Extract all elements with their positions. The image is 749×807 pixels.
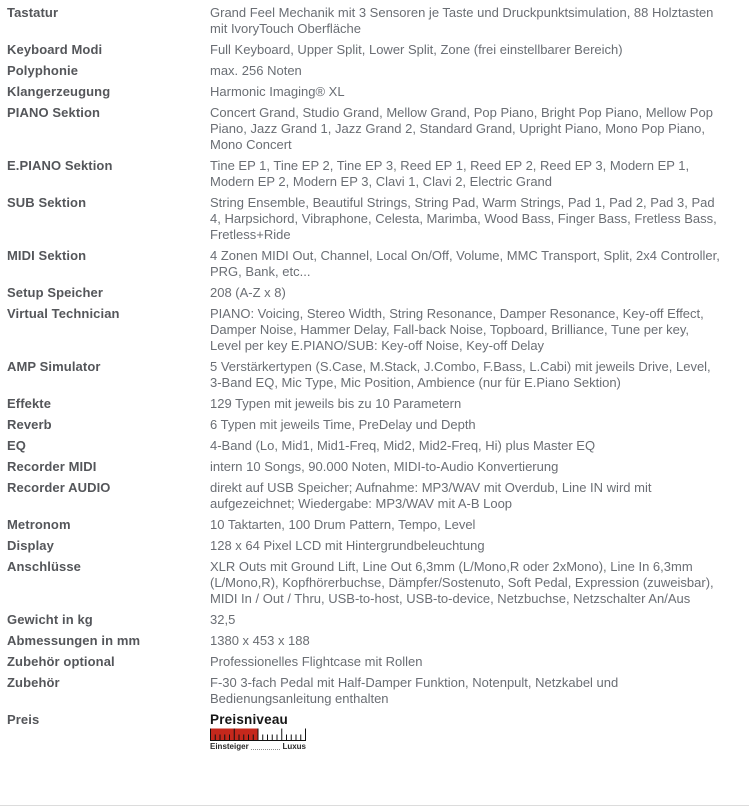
spec-value: Professionelles Flightcase mit Rollen: [210, 654, 423, 669]
spec-row: [7, 5, 740, 37]
spec-row: [7, 675, 740, 707]
price-row: [7, 712, 740, 753]
spec-value: 10 Taktarten, 100 Drum Pattern, Tempo, Level: [210, 517, 476, 532]
spec-row: [7, 633, 740, 649]
spec-value: 5 Verstärkertypen (S.Case, M.Stack, J.Combo, F.Bass, L.Cabi) mit jeweils Drive, Level, 3-Band EQ, Mic Type, Mic Position, Ambience (nur für E.Piano Sektion): [210, 359, 711, 390]
spec-row: [7, 195, 740, 243]
spec-label: Tastatur: [7, 5, 59, 20]
spec-label: Recorder AUDIO: [7, 480, 111, 495]
spec-value: intern 10 Songs, 90.000 Noten, MIDI-to-Audio Konvertierung: [210, 459, 559, 474]
spec-label: Klangerzeugung: [7, 84, 111, 99]
spec-value: Harmonic Imaging® XL: [210, 84, 345, 99]
spec-row: [7, 158, 740, 190]
spec-row: [7, 63, 740, 79]
spec-value: 129 Typen mit jeweils bis zu 10 Parametern: [210, 396, 462, 411]
spec-row: [7, 612, 740, 628]
spec-label: Gewicht in kg: [7, 612, 93, 627]
spec-label: Virtual Technician: [7, 306, 120, 321]
spec-row: [7, 105, 740, 153]
spec-value: max. 256 Noten: [210, 63, 302, 78]
spec-label: SUB Sektion: [7, 195, 87, 210]
price-scale-labels: [210, 743, 306, 751]
spec-value: 1380 x 453 x 188: [210, 633, 310, 648]
spec-label: Display: [7, 538, 54, 553]
spec-label: Abmessungen in mm: [7, 633, 141, 648]
spec-value: Full Keyboard, Upper Split, Lower Split, Zone (frei einstellbarer Bereich): [210, 42, 623, 57]
price-scale-leader: [251, 748, 281, 750]
price-scale-max-label: Luxus: [282, 742, 306, 751]
spec-value: Concert Grand, Studio Grand, Mellow Grand, Pop Piano, Bright Pop Piano, Mellow Pop Piano, Jazz Grand 1, Jazz Grand 2, Standard Grand, Upright Piano, Mono Pop Piano, Mono Concert: [210, 105, 713, 152]
spec-value: Tine EP 1, Tine EP 2, Tine EP 3, Reed EP 1, Reed EP 2, Reed EP 3, Modern EP 1, Modern EP 2, Modern EP 3, Clavi 1, Clavi 2, Electric Grand: [210, 158, 690, 189]
spec-label: Metronom: [7, 517, 71, 532]
spec-value: 32,5: [210, 612, 236, 627]
spec-value: F-30 3-fach Pedal mit Half-Damper Funktion, Notenpult, Netzkabel und Bedienungsanleitung enthalten: [210, 675, 619, 706]
price-scale-icon: [210, 728, 306, 741]
spec-row: [7, 306, 740, 354]
spec-label: Polyphonie: [7, 63, 79, 78]
spec-value: String Ensemble, Beautiful Strings, String Pad, Warm Strings, Pad 1, Pad 2, Pad 3, Pad 4, Harpsichord, Vibraphone, Celesta, Marimba, Wood Bass, Finger Bass, Fretless Bass, Fretless+Ride: [210, 195, 717, 242]
spec-label: PIANO Sektion: [7, 105, 101, 120]
spec-label: MIDI Sektion: [7, 248, 87, 263]
bottom-divider: [0, 805, 749, 806]
spec-row: [7, 248, 740, 280]
spec-row: [7, 84, 740, 100]
spec-value: 208 (A-Z x 8): [210, 285, 286, 300]
spec-row: [7, 459, 740, 475]
price-scale-min-label: Einsteiger: [210, 742, 249, 751]
spec-row: [7, 438, 740, 454]
spec-value: 4-Band (Lo, Mid1, Mid1-Freq, Mid2, Mid2-Freq, Hi) plus Master EQ: [210, 438, 596, 453]
spec-value: 4 Zonen MIDI Out, Channel, Local On/Off, Volume, MMC Transport, Split, 2x4 Controller, PRG, Bank, etc...: [210, 248, 720, 279]
spec-row: [7, 517, 740, 533]
spec-row: [7, 654, 740, 670]
spec-label: Zubehör: [7, 675, 60, 690]
price-level-title: Preisniveau: [210, 712, 288, 727]
spec-label: Recorder MIDI: [7, 459, 97, 474]
spec-value: 6 Typen mit jeweils Time, PreDelay und Depth: [210, 417, 476, 432]
price-level-graphic: [210, 712, 306, 751]
spec-value: direkt auf USB Speicher; Aufnahme: MP3/WAV mit Overdub, Line IN wird mit aufgezeichnet; Wiedergabe: MP3/WAV mit A-B Loop: [210, 480, 652, 511]
spec-label: Keyboard Modi: [7, 42, 103, 57]
spec-row: [7, 359, 740, 391]
spec-label: EQ: [7, 438, 26, 453]
spec-row: [7, 417, 740, 433]
spec-label: Reverb: [7, 417, 52, 432]
spec-row: [7, 396, 740, 412]
spec-value: XLR Outs mit Ground Lift, Line Out 6,3mm (L/Mono,R oder 2xMono), Line In 6,3mm (L/Mono,R), Kopfhörerbuchse, Dämpfer/Sostenuto, Soft Pedal, Expression (zuweisbar), MIDI In / Out / Thru, USB-to-host, USB-to-device, Netzbuchse, Netzschalter An/Aus: [210, 559, 714, 606]
spec-label: E.PIANO Sektion: [7, 158, 113, 173]
spec-label: Setup Speicher: [7, 285, 104, 300]
spec-label: AMP Simulator: [7, 359, 101, 374]
spec-value: Grand Feel Mechanik mit 3 Sensoren je Taste und Druckpunktsimulation, 88 Holztasten mit IvoryTouch Oberfläche: [210, 5, 714, 36]
price-row-label: Preis: [7, 712, 40, 727]
spec-row: [7, 42, 740, 58]
spec-row: [7, 538, 740, 554]
spec-value: PIANO: Voicing, Stereo Width, String Resonance, Damper Resonance, Key-off Effect, Damper Noise, Hammer Delay, Fall-back Noise, Topboard, Brilliance, Tune per key, Level per key E.PIANO/SUB: Key-off Noise, Key-off Delay: [210, 306, 704, 353]
spec-row: [7, 559, 740, 607]
spec-row: [7, 285, 740, 301]
spec-value: 128 x 64 Pixel LCD mit Hintergrundbeleuchtung: [210, 538, 485, 553]
spec-label: Zubehör optional: [7, 654, 115, 669]
spec-row: [7, 480, 740, 512]
spec-label: Anschlüsse: [7, 559, 81, 574]
spec-label: Effekte: [7, 396, 52, 411]
